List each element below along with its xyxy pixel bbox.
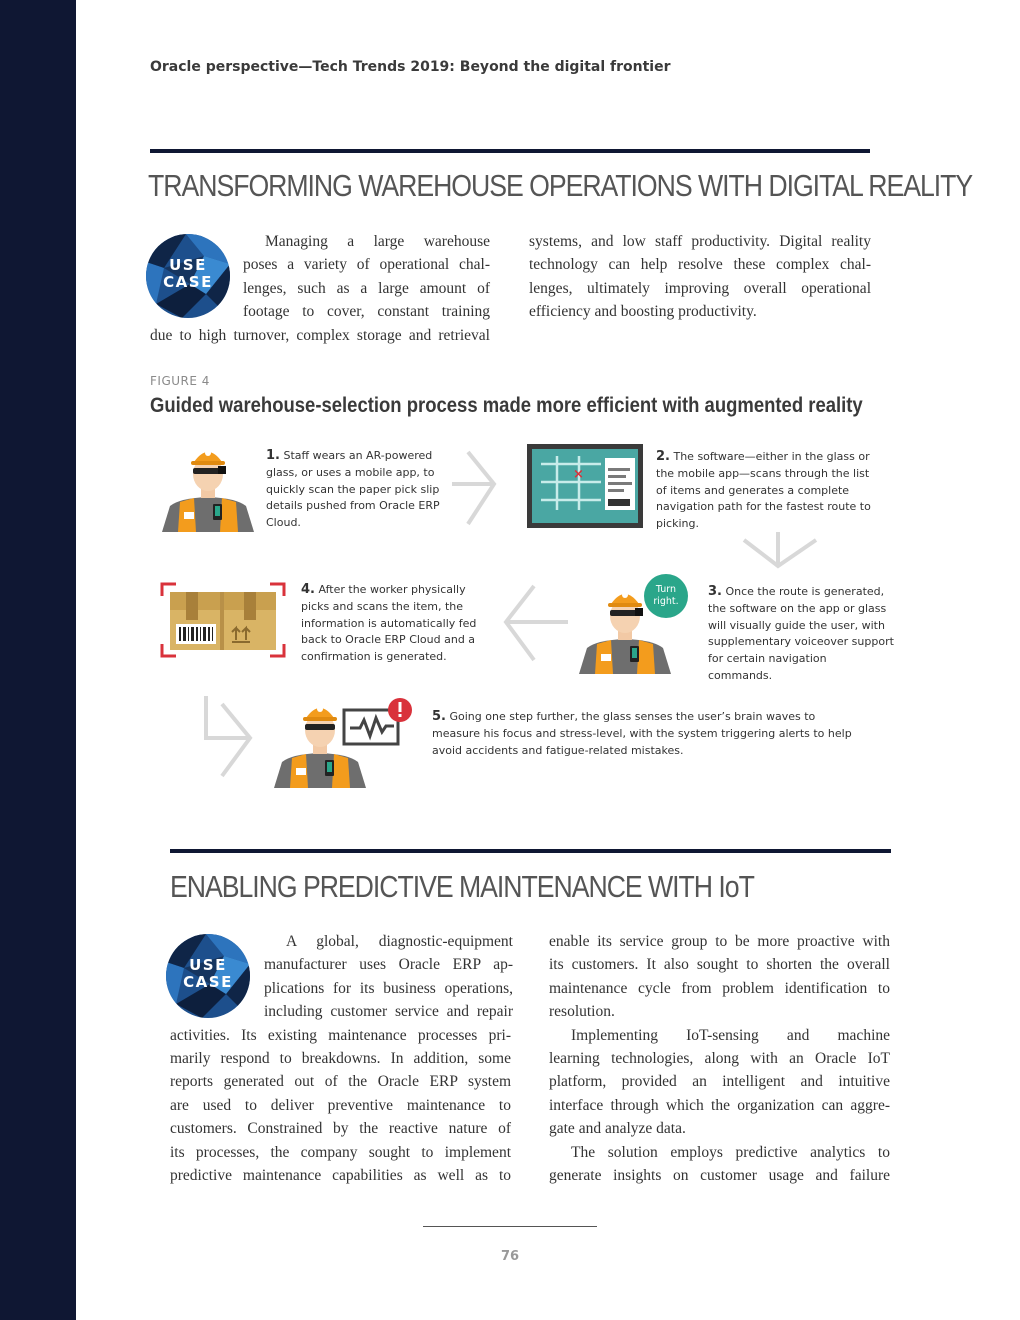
text-line: The solution employs predictive analytics to xyxy=(571,1143,890,1161)
text-line: efficiency and boosting productivity. xyxy=(529,303,757,321)
tablet-illustration xyxy=(527,444,643,528)
text-line: technology can help resolve these complex chal- xyxy=(529,256,871,274)
step-number: 5. xyxy=(432,709,446,724)
section-rule xyxy=(170,849,891,853)
step-number: 1. xyxy=(266,448,280,463)
paragraph-right xyxy=(529,230,871,324)
step-text: Going one step further, the glass senses the user’s brain waves to measure his focus and stress-level, with the system triggering alerts to help avoid accidents and fatigue-related mistakes. xyxy=(432,710,852,757)
text-line: footage to cover, constant training xyxy=(243,303,490,321)
arrow-left-icon xyxy=(500,582,570,664)
text-line: interface through which the organization can aggre- xyxy=(549,1096,890,1114)
step-number: 3. xyxy=(708,584,722,599)
text-line: reports generated out of the Oracle ERP system xyxy=(170,1073,511,1091)
text-line: A global, diagnostic-equipment xyxy=(286,933,513,950)
section-title: TRANSFORMING WAREHOUSE OPERATIONS WITH DIGITAL REALITY xyxy=(148,168,973,203)
step-text: After the worker physically picks and scans the item, the information is automatically fed back to Oracle ERP Cloud and a confirmation is generated. xyxy=(301,583,477,664)
step-number: 4. xyxy=(301,582,315,597)
use-case-badge xyxy=(166,934,250,1018)
speech-bubble xyxy=(644,574,688,618)
route-marker: × xyxy=(573,467,584,482)
text-line: due to high turnover, complex storage and retrieval xyxy=(150,326,490,344)
text-line: Implementing IoT-sensing and machine xyxy=(571,1026,890,1044)
text-line: marily respond to breakdowns. In addition, some xyxy=(170,1050,511,1067)
arrow-right-icon xyxy=(448,448,500,528)
figure-label: FIGURE 4 xyxy=(150,374,210,388)
worker-illustration xyxy=(158,440,258,534)
text-line: generate insights on customer usage and failure xyxy=(549,1167,890,1185)
badge-label: USE CASE xyxy=(183,956,233,991)
step-number: 2. xyxy=(656,449,670,464)
step-5 xyxy=(432,709,862,759)
arrow-down-icon xyxy=(740,530,820,572)
paragraph-top xyxy=(243,230,490,324)
text-line: resolution. xyxy=(549,1003,615,1021)
arrow-turn-icon xyxy=(200,696,256,780)
step-4 xyxy=(301,582,485,666)
text-line: manufacturer uses Oracle ERP ap- xyxy=(264,956,513,974)
running-head: Oracle perspective—Tech Trends 2019: Beyond the digital frontier xyxy=(150,59,671,75)
text-line: including customer service and repair xyxy=(264,1003,513,1021)
page-sidebar-band xyxy=(0,0,76,1320)
brainwave-monitor-icon xyxy=(342,696,414,746)
package-scan-illustration xyxy=(160,582,286,658)
text-line: customers. Constrained by the reactive nature of xyxy=(170,1120,511,1138)
text-line: its customers. It also sought to shorten the overall xyxy=(549,956,890,974)
text-line: gate and analyze data. xyxy=(549,1120,686,1138)
page-number: 76 xyxy=(500,1249,520,1264)
text-line: lenges, such as a large amount of xyxy=(243,279,490,297)
section-rule xyxy=(150,149,870,153)
use-case-badge xyxy=(146,234,230,318)
text-line: activities. Its existing maintenance processes pri- xyxy=(170,1026,511,1044)
step-3 xyxy=(708,584,894,685)
text-line: learning technologies, along with an Oracle IoT xyxy=(549,1050,890,1068)
step-text: Once the route is generated, the software on the app or glass will visually guide the user, with supplementary voiceover support for certain navigation commands. xyxy=(708,585,894,682)
text-line: are used to deliver preventive maintenance to xyxy=(170,1096,511,1114)
paragraph-bottom xyxy=(150,324,490,347)
bubble-text: Turn right. xyxy=(653,584,679,607)
text-line: predictive maintenance capabilities as well as to xyxy=(170,1167,511,1185)
step-1 xyxy=(266,448,446,532)
section-title: ENABLING PREDICTIVE MAINTENANCE WITH IoT xyxy=(170,869,754,904)
paragraph-bottom xyxy=(170,1024,511,1188)
text-line: platform, provided an intelligent and intuitive xyxy=(549,1073,890,1091)
text-line: poses a variety of operational chal- xyxy=(243,256,490,274)
step-2 xyxy=(656,449,876,533)
figure-title: Guided warehouse-selection process made more efficient with augmented reality xyxy=(150,394,863,417)
text-line: systems, and low staff productivity. Digital reality xyxy=(529,233,871,250)
step-text: Staff wears an AR-powered glass, or uses a mobile app, to quickly scan the paper pick slip details pushed from Oracle ERP Cloud. xyxy=(266,449,440,530)
text-line: its processes, the company sought to implement xyxy=(170,1143,511,1161)
badge-label: USE CASE xyxy=(163,256,213,291)
text-line: plications for its business operations, xyxy=(264,979,513,997)
text-line: maintenance cycle from problem identification to xyxy=(549,979,890,997)
text-line: enable its service group to be more proactive with xyxy=(549,933,890,950)
paragraph-top xyxy=(264,930,513,1024)
step-text: The software—either in the glass or the mobile app—scans through the list of items and generates a complete navigation path for the fastest route to picking. xyxy=(656,450,871,531)
footer-rule xyxy=(423,1226,597,1227)
paragraph-right xyxy=(549,930,890,1187)
text-line: lenges, ultimately improving overall operational xyxy=(529,279,871,297)
text-line: Managing a large warehouse xyxy=(265,233,490,250)
